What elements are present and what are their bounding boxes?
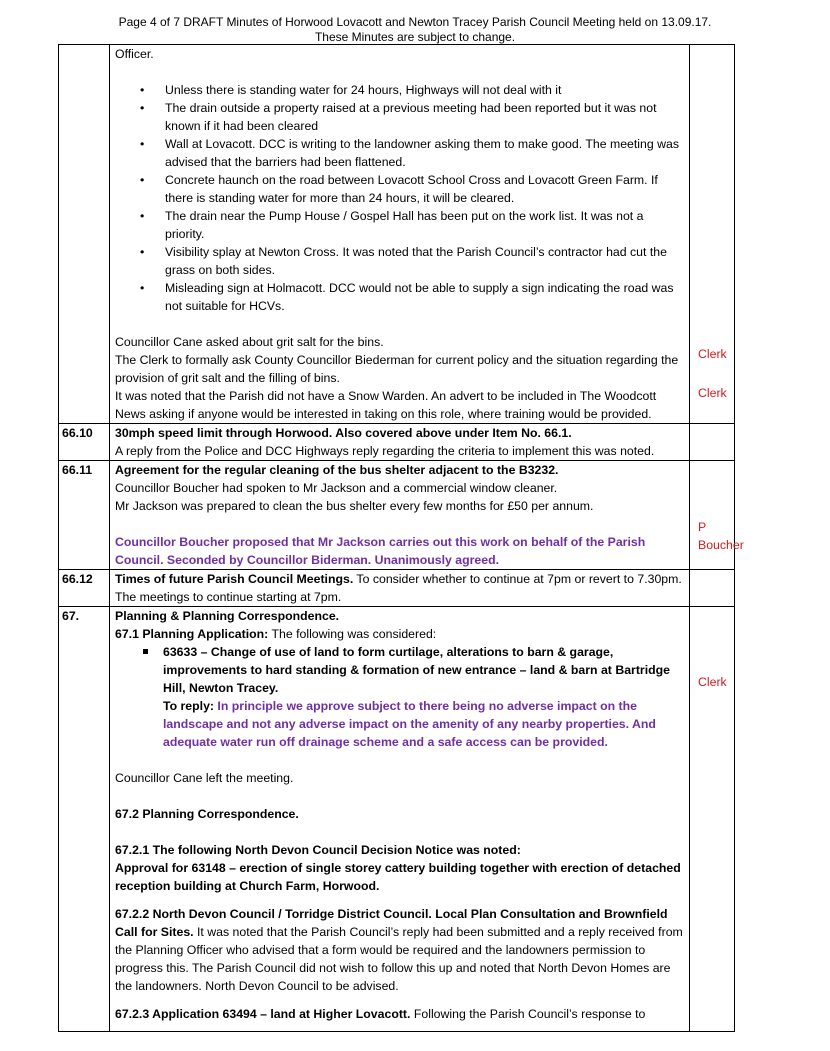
item-heading-detail: To consider whether to continue at 7pm or revert to 7.30pm. xyxy=(353,572,682,586)
item-number: 66.12 xyxy=(59,570,110,607)
item-heading-line xyxy=(115,570,683,588)
intro-text: Officer. xyxy=(115,47,154,61)
item-body xyxy=(110,45,690,424)
list-item xyxy=(163,643,683,751)
application-item: 63633 – Change of use of land to form curtilage, alterations to barn & garage, improvements to hard standing & formation of new entrance – land & barn at Bartridge Hill, Newton Tracey. xyxy=(163,645,670,695)
subheading: 67.2.1 The following North Devon Council Decision Notice was noted: xyxy=(115,843,521,857)
action-cell xyxy=(690,424,735,461)
item-heading: Planning & Planning Correspondence. xyxy=(115,609,340,623)
list-item: • The drain outside a property raised at a previous meeting had been reported but it was not known if it had been cleared xyxy=(165,99,683,135)
page-header-title: Page 4 of 7 DRAFT Minutes of Horwood Lovacott and Newton Tracey Parish Council Meeting held on 13.09.17. xyxy=(118,15,712,29)
action-cell xyxy=(690,570,735,607)
list-item: • The drain near the Pump House / Gospel Hall has been put on the work list. It was not a priority. xyxy=(165,207,683,243)
paragraph-block xyxy=(115,1005,683,1023)
highways-list xyxy=(115,81,683,315)
resolution-text: Councillor Boucher proposed that Mr Jackson carries out this work on behalf of the Parish Council. Seconded by Councillor Biderman. Unanimously agreed. xyxy=(115,535,646,567)
table-row xyxy=(59,461,735,570)
list-item: • Unless there is standing water for 24 hours, Highways will not deal with it xyxy=(165,81,683,99)
item-number xyxy=(59,45,110,424)
list-item: • Wall at Lovacott. DCC is writing to the landowner asking them to make good. The meeting was advised that the barriers had been flattened. xyxy=(165,135,683,171)
item-heading: Agreement for the regular cleaning of the bus shelter adjacent to the B3232. xyxy=(115,463,559,477)
item-heading: Times of future Parish Council Meetings. xyxy=(115,572,354,586)
action-owner: Clerk xyxy=(698,386,727,400)
table-row xyxy=(59,570,735,607)
paragraph: Councillor Cane left the meeting. xyxy=(115,771,294,785)
list-item: • Visibility splay at Newton Cross. It was noted that the Parish Council’s contractor had cut the grass on both sides. xyxy=(165,243,683,279)
item-body xyxy=(110,607,690,1032)
list-item: • Misleading sign at Holmacott. DCC would not be able to supply a sign indicating the road was not suitable for HCVs. xyxy=(165,279,683,315)
reply-block xyxy=(163,697,683,751)
application-intro: The following was considered: xyxy=(268,627,437,641)
item-heading: 30mph speed limit through Horwood. Also covered above under Item No. 66.1. xyxy=(115,426,572,440)
paragraph: Following the Parish Council’s response to xyxy=(410,1007,646,1021)
subheading: 67.2.3 Application 63494 – land at Higher Lovacott. xyxy=(115,1007,411,1021)
table-row xyxy=(59,424,735,461)
action-owner: Clerk xyxy=(698,347,727,361)
table-row xyxy=(59,607,735,1032)
paragraph: A reply from the Police and DCC Highways reply regarding the criteria to implement this was noted. xyxy=(115,444,655,458)
subheading: 67.2 Planning Correspondence. xyxy=(115,807,299,821)
item-number: 67. xyxy=(59,607,110,1032)
action-owner: Clerk xyxy=(698,675,727,689)
list-item: • Concrete haunch on the road between Lovacott School Cross and Lovacott Green Farm. If there is standing water for more than 24 hours, it will be cleared. xyxy=(165,171,683,207)
item-number: 66.10 xyxy=(59,424,110,461)
paragraph: It was noted that the Parish Council’s reply had been submitted and a reply received from the Planning Officer who advised that a form would be required and the landowners permission to progress this. The Parish Council did not wish to follow this up and noted that North Devon Homes are the landowners. North Devon Council to be advised. xyxy=(115,925,683,993)
paragraph: It was noted that the Parish did not have a Snow Warden. An advert to be included in The Woodcott News asking if anyone would be interested in taking on this role, where training would be provided. xyxy=(115,389,657,421)
paragraph: Mr Jackson was prepared to clean the bus shelter every few months for £50 per annum. xyxy=(115,499,594,513)
application-line xyxy=(115,625,683,643)
paragraph: Councillor Boucher had spoken to Mr Jackson and a commercial window cleaner. xyxy=(115,481,558,495)
item-body xyxy=(110,424,690,461)
item-body xyxy=(110,570,690,607)
subheading: 67.2.2 North Devon Council / Torridge District Council. Local Plan Consultation and Brownfield Call for Sites. xyxy=(115,907,668,939)
paragraph-block xyxy=(115,905,683,995)
action-cell xyxy=(690,461,744,570)
application-list xyxy=(115,643,683,751)
reply-text: In principle we approve subject to there being no adverse impact on the landscape and not any adverse impact on the amenity of any nearby properties. And adequate water run off drainage scheme and a safe access can be provided. xyxy=(163,699,656,749)
paragraph: The meetings to continue starting at 7pm. xyxy=(115,590,342,604)
application-label: 67.1 Planning Application: xyxy=(115,627,269,641)
action-cell xyxy=(690,607,735,1032)
action-cell xyxy=(690,45,735,424)
minutes-table xyxy=(58,44,744,1032)
action-owner: P Boucher xyxy=(698,520,744,552)
page-header-subtitle: These Minutes are subject to change. xyxy=(314,30,516,44)
paragraph: Councillor Cane asked about grit salt for the bins. xyxy=(115,335,384,349)
paragraph: The Clerk to formally ask County Councillor Biederman for current policy and the situation regarding the provision of grit salt and the filling of bins. xyxy=(115,353,679,385)
item-body xyxy=(110,461,690,570)
table-row xyxy=(59,45,735,424)
item-number: 66.11 xyxy=(59,461,110,570)
reply-label: To reply: xyxy=(163,699,215,713)
paragraph: Approval for 63148 – erection of single storey cattery building together with erection of detached reception building at Church Farm, Horwood. xyxy=(115,861,681,893)
